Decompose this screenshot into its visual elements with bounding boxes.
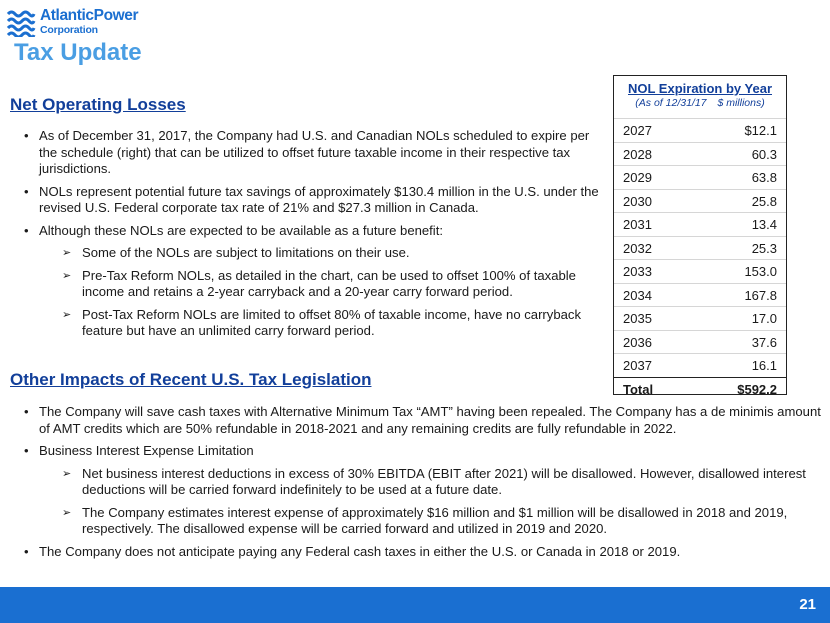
row-year: 2033 — [623, 264, 652, 279]
row-year: 2027 — [623, 123, 652, 138]
page-number: 21 — [799, 596, 816, 613]
nol-bullet-list — [22, 128, 608, 346]
table-row — [614, 283, 786, 307]
sub-list-item: ➢ Post-Tax Reform NOLs are limited to offset 80% of taxable income, have no carryback feature but have an unlimited carry forward period. — [62, 307, 608, 340]
table-row — [614, 259, 786, 283]
table-row — [614, 353, 786, 377]
row-year: 2031 — [623, 217, 652, 232]
sub-list-item: ➢ Some of the NOLs are subject to limitations on their use. — [62, 245, 608, 262]
row-year: 2030 — [623, 193, 652, 209]
row-year: 2036 — [623, 334, 652, 350]
list-item: • Business Interest Expense Limitation — [22, 443, 822, 460]
row-year: 2032 — [623, 240, 652, 256]
table-row — [614, 212, 786, 236]
table-row — [614, 189, 786, 213]
row-value: 25.3 — [751, 240, 777, 256]
row-value: 17.0 — [751, 311, 777, 326]
brand-name: AtlanticPower — [40, 7, 139, 24]
table-row — [614, 142, 786, 166]
brand-subtitle: Corporation — [40, 24, 98, 36]
total-value: $592.2 — [737, 381, 777, 397]
row-value: 37.6 — [751, 334, 777, 350]
row-value: 167.8 — [744, 287, 777, 303]
list-item: • Although these NOLs are expected to be available as a future benefit: — [22, 223, 608, 240]
row-value: 16.1 — [751, 358, 777, 373]
list-item: • As of December 31, 2017, the Company had U.S. and Canadian NOLs scheduled to expire per the schedule (right) that can be utilized to offset future taxable income in their respective tax jurisdictions. — [22, 128, 608, 178]
row-value: 25.8 — [751, 193, 777, 209]
row-value: 63.8 — [751, 170, 777, 185]
table-row — [614, 236, 786, 260]
row-value: 60.3 — [751, 146, 777, 162]
list-item: • The Company will save cash taxes with Alternative Minimum Tax “AMT” having been repealed. The Company has a de minimis amount of AMT credits which are 50% refundable in 2018-2021 and any remaining credits are fully refundable in 2022. — [22, 404, 822, 437]
sub-list-item: ➢ Net business interest deductions in excess of 30% EBITDA (EBIT after 2021) will be disallowed. However, disallowed interest deductions will be carried forward indefinitely to be used at a future date. — [62, 466, 822, 499]
sub-list-item: ➢ Pre-Tax Reform NOLs, as detailed in the chart, can be used to offset 100% of taxable income and retains a 2-year carryback and a 20-year carry forward period. — [62, 268, 608, 301]
table-total-row — [614, 377, 786, 401]
total-label: Total — [623, 381, 654, 397]
company-logo — [6, 5, 139, 37]
sub-list-item: ➢ The Company estimates interest expense of approximately $16 million and $1 million will be disallowed in 2018 and 2019, respectively. The disallowed expense will be carried forward and utilized in 2019 and 2020. — [62, 505, 822, 538]
row-value: 153.0 — [744, 264, 777, 279]
table-row — [614, 306, 786, 330]
row-value: $12.1 — [744, 123, 777, 138]
page-title: Tax Update — [14, 39, 142, 66]
row-year: 2028 — [623, 146, 652, 162]
table-row — [614, 330, 786, 354]
nol-expiration-table — [613, 75, 787, 395]
table-row — [614, 118, 786, 142]
table-row — [614, 165, 786, 189]
as-of-label: (As of 12/31/17 — [635, 97, 707, 109]
tax-legislation-bullet-list — [22, 404, 822, 566]
table-title: NOL Expiration by Year — [627, 81, 772, 96]
table-header — [614, 76, 786, 118]
row-year: 2034 — [623, 287, 652, 303]
row-year: 2035 — [623, 311, 652, 326]
section-heading-tax-legislation: Other Impacts of Recent U.S. Tax Legislation — [10, 370, 372, 389]
section-heading-nol: Net Operating Losses — [10, 95, 186, 114]
row-year: 2037 — [623, 358, 652, 373]
list-item: • NOLs represent potential future tax savings of approximately $130.4 million in the U.S. under the revised U.S. Federal corporate tax rate of 21% and $27.3 million in Canada. — [22, 184, 608, 217]
wave-logo-icon — [6, 7, 36, 37]
units-label: $ millions) — [717, 97, 765, 109]
row-value: 13.4 — [751, 217, 777, 232]
footer-bar — [0, 587, 830, 623]
list-item: • The Company does not anticipate paying any Federal cash taxes in either the U.S. or Canada in 2018 or 2019. — [22, 544, 822, 561]
table-subtitle — [614, 97, 786, 109]
row-year: 2029 — [623, 170, 652, 185]
